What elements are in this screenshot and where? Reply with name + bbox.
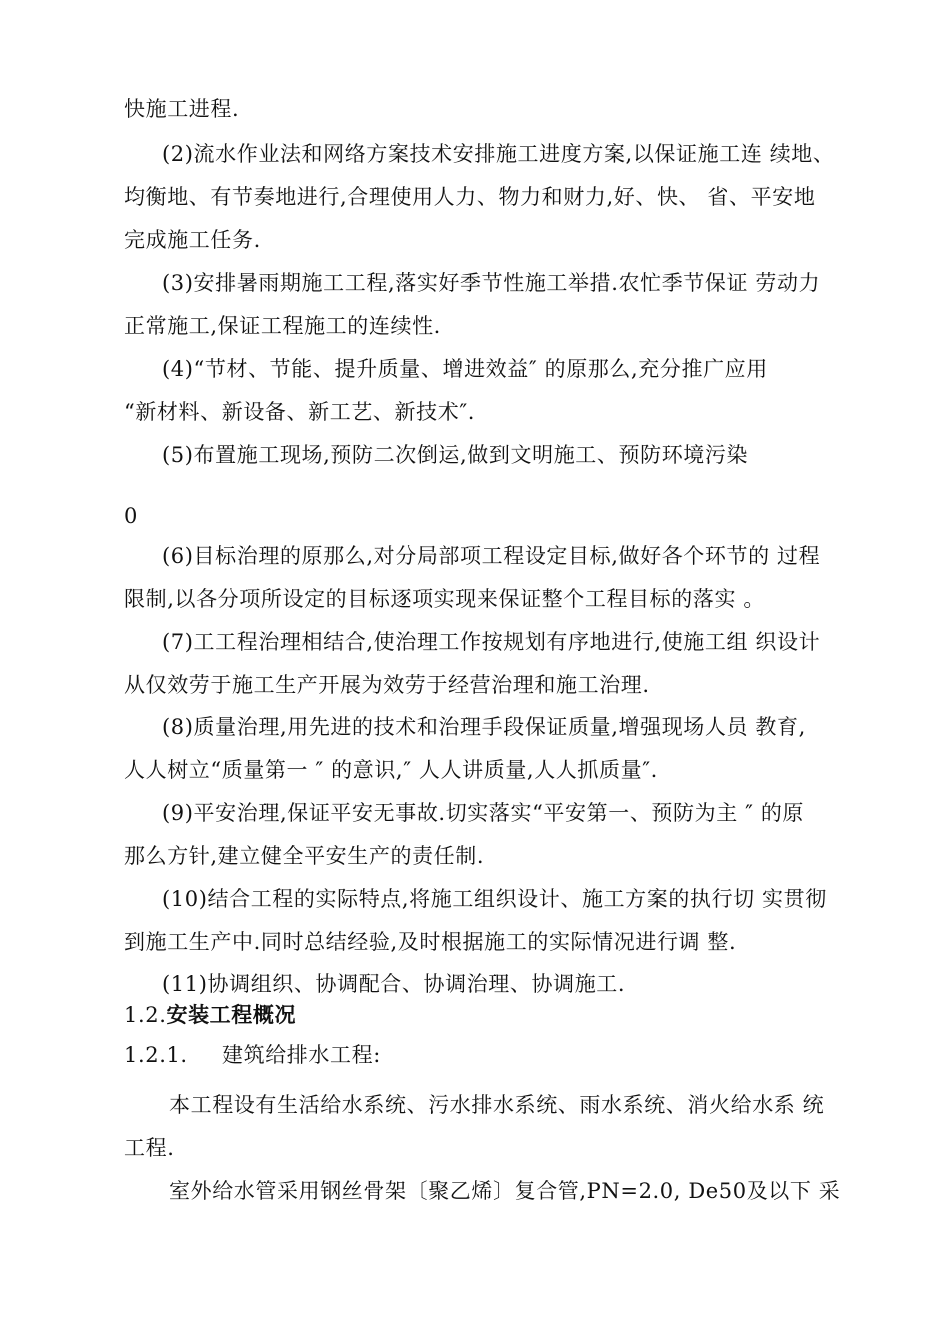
text-line: 0 bbox=[124, 504, 138, 528]
text-line: (8)质量治理,用先进的技术和治理手段保证质量,增强现场人员 教育, bbox=[162, 715, 806, 739]
text-line: (9)平安治理,保证平安无事故.切实落实“平安第一、预防为主 ″ 的原 bbox=[162, 801, 805, 825]
text-line: (7)工工程治理相结合,使治理工作按规划有序地进行,使施工组 织设计 bbox=[162, 630, 821, 654]
body-line: 本工程设有生活给水系统、污水排水系统、雨水系统、消火给水系 统 bbox=[169, 1093, 825, 1117]
text-line: 那么方针,建立健全平安生产的责任制. bbox=[124, 844, 485, 868]
text-line: (6)目标治理的原那么,对分局部项工程设定目标,做好各个环节的 过程 bbox=[162, 544, 821, 568]
text-line: (11)协调组织、协调配合、协调治理、协调施工. bbox=[162, 972, 626, 996]
text-line: 从仅效劳于施工生产开展为效劳于经营治理和施工治理. bbox=[124, 673, 650, 697]
section-heading bbox=[124, 1001, 296, 1029]
section-title: 安装工程概况 bbox=[166, 1002, 297, 1027]
subsection-title: 建筑给排水工程: bbox=[222, 1043, 381, 1067]
text-line: “新材料、新设备、新工艺、新技术″. bbox=[124, 400, 476, 424]
text-line: 均衡地、有节奏地进行,合理使用人力、物力和财力,好、快、 省、平安地 bbox=[124, 185, 816, 209]
text-line: (2)流水作业法和网络方案技术安排施工进度方案,以保证施工连 续地、 bbox=[162, 142, 835, 166]
text-line: (4)“节材、节能、提升质量、增进效益″ 的原那么,充分推广应用 bbox=[162, 357, 768, 381]
text-line: (3)安排暑雨期施工工程,落实好季节性施工举措.农忙季节保证 劳动力 bbox=[162, 271, 821, 295]
subsection-number: 1.2.1. bbox=[124, 1043, 188, 1067]
text-line: 到施工生产中.同时总结经验,及时根据施工的实际情况进行调 整. bbox=[124, 930, 737, 954]
text-line: 正常施工,保证工程施工的连续性. bbox=[124, 314, 441, 338]
section-number: 1.2. bbox=[124, 1003, 167, 1027]
body-line: 室外给水管采用钢丝骨架〔聚乙烯〕复合管,PN=2.0, De50及以下 采 bbox=[169, 1179, 841, 1203]
text-line: 快施工进程. bbox=[124, 97, 240, 121]
text-line: 人人树立“质量第一 ″ 的意识,″ 人人讲质量,人人抓质量″. bbox=[124, 758, 658, 782]
text-line: (10)结合工程的实际特点,将施工组织设计、施工方案的执行切 实贯彻 bbox=[162, 887, 827, 911]
text-line: 完成施工任务. bbox=[124, 228, 261, 252]
text-line: 限制,以各分项所设定的目标逐项实现来保证整个工程目标的落实 。 bbox=[124, 587, 765, 611]
text-line: (5)布置施工现场,预防二次倒运,做到文明施工、预防环境污染 bbox=[162, 443, 749, 467]
body-line: 工程. bbox=[124, 1136, 175, 1160]
